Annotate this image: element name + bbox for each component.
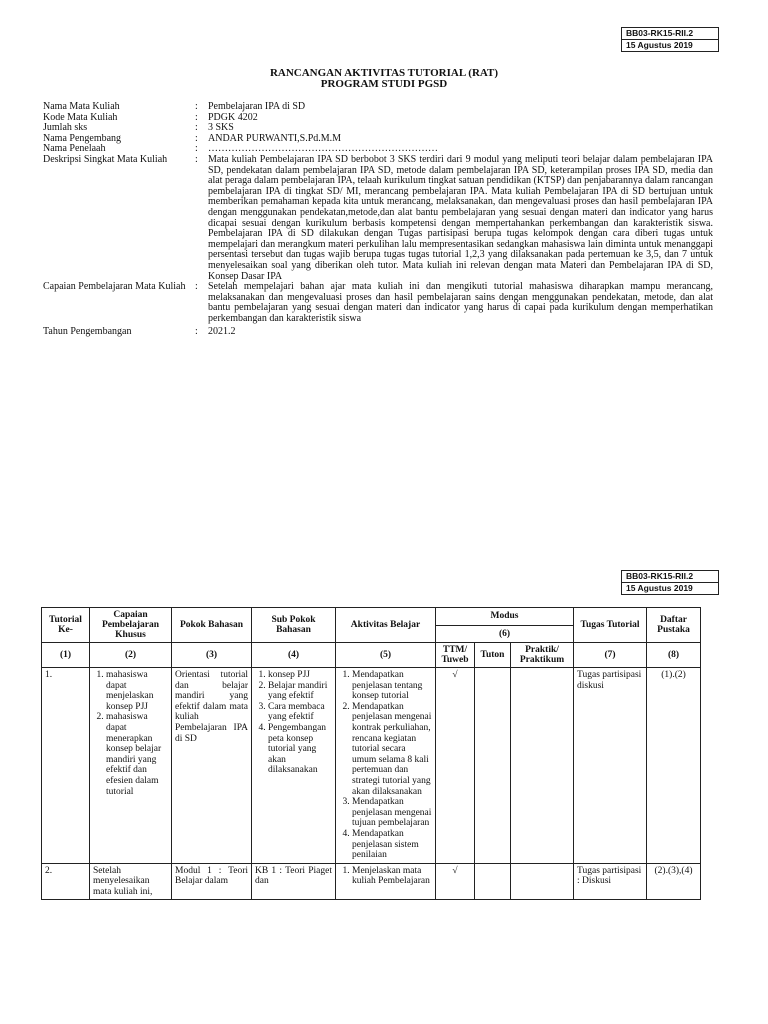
- list-item: 1. Menjelaskan mata kuliah Pembelajaran: [352, 866, 432, 887]
- tutorial-activity-table: [41, 607, 701, 900]
- col-number: (5): [336, 643, 436, 668]
- table-row: [42, 668, 701, 864]
- header-pokok-bahasan: Pokok Bahasan: [172, 608, 252, 643]
- info-row-deskripsi: [43, 155, 713, 282]
- info-label: Tahun Pengembangan: [43, 326, 132, 338]
- document-title: RANCANGAN AKTIVITAS TUTORIAL (RAT): [269, 67, 499, 79]
- cell-tugas: Tugas partisipasi diskusi: [574, 668, 647, 864]
- cell-pustaka: (1).(2): [647, 668, 701, 864]
- info-row-tahun: [43, 327, 713, 338]
- cell-ttm-check: √: [436, 668, 475, 864]
- header-praktik: Praktik/ Praktikum: [511, 643, 574, 668]
- header-modus-number: (6): [436, 625, 574, 643]
- header-tutorial: Tutorial Ke-: [42, 608, 90, 643]
- info-label: Deskripsi Singkat Mata Kuliah: [43, 153, 168, 165]
- document-code-box: [621, 27, 719, 52]
- cell-capaian: [90, 668, 172, 864]
- list-item: 3. Cara membaca yang efektif: [268, 702, 332, 723]
- document-subtitle: PROGRAM STUDI PGSD: [320, 78, 448, 90]
- info-label: Kode Mata Kuliah: [43, 111, 118, 123]
- info-label: Nama Penelaah: [43, 143, 106, 155]
- col-number: (2): [90, 643, 172, 668]
- cell-tuton: [475, 863, 511, 900]
- list-item: 4. Mendapatkan penjelasan sistem penilaian: [352, 829, 432, 861]
- document-date: 15 Agustus 2019: [622, 39, 718, 51]
- info-value: PDGK 4202: [208, 111, 258, 123]
- header-capaian: Capaian Pembelajaran Khusus: [90, 608, 172, 643]
- info-colon: :: [195, 122, 198, 134]
- cell-tutorial-no: 1.: [42, 668, 90, 864]
- info-colon: :: [195, 326, 198, 338]
- list-item: 1. konsep PJJ: [268, 670, 332, 681]
- info-row-kode: [43, 113, 713, 124]
- col-number: (3): [172, 643, 252, 668]
- cell-aktivitas: [336, 863, 436, 900]
- info-value: Setelah mempelajari bahan ajar mata kuliah ini dan mengikuti tutorial mahasiswa diharapkan mampu merancang, melaksanakan dan mengevaluasi proses dan hasil pembelajaran sains dengan menggunakan pendekatan, metode, dan alat bantu pembelajaran yang sesuai dengan materi dan indicator yang harus di capai pada kurikulum dengan memperhatikan perkembangan dan karakteristik siswa: [208, 281, 713, 324]
- document-code: BB03-RK15-RII.2: [626, 571, 694, 581]
- header-aktivitas: Aktivitas Belajar: [336, 608, 436, 643]
- info-value: 2021.2: [208, 326, 236, 338]
- cell-pokok-bahasan: Modul 1 : Teori Belajar dalam: [172, 863, 252, 900]
- cell-sub-pokok: [252, 668, 336, 864]
- cell-tutorial-no: 2.: [42, 863, 90, 900]
- info-colon: :: [195, 111, 198, 123]
- header-tuton: Tuton: [475, 643, 511, 668]
- info-row-capaian: [43, 282, 713, 324]
- info-value: 3 SKS: [208, 122, 234, 134]
- cell-pustaka: (2).(3),(4): [647, 863, 701, 900]
- list-item: 2. Belajar mandiri yang efektif: [268, 681, 332, 702]
- table-row: [42, 863, 701, 900]
- cell-capaian: Setelah menyelesaikan mata kuliah ini,: [90, 863, 172, 900]
- info-value: Pembelajaran IPA di SD: [208, 101, 306, 112]
- header-ttm: TTM/ Tuweb: [436, 643, 475, 668]
- header-sub-pokok-bahasan: Sub Pokok Bahasan: [252, 608, 336, 643]
- info-colon: :: [195, 101, 198, 112]
- cell-tuton: [475, 668, 511, 864]
- cell-pokok-bahasan: Orientasi tutorial dan belajar mandiri yang efektif dalam mata kuliah Pembelajaran IPA di SD: [172, 668, 252, 864]
- info-label: Nama Pengembang: [43, 132, 122, 144]
- header-modus: Modus: [436, 608, 574, 626]
- cell-ttm-check: √: [436, 863, 475, 900]
- info-value: Mata kuliah Pembelajaran IPA SD berbobot 3 SKS terdiri dari 9 modul yang meliputi teori belajar dalam pembelajaran IPA SD, pendekatan dalam pembelajaran IPA SD, metode dalam pembelajaran IPA SD, keterampilan proses IPA SD, media dan alat peraga dalam pembelajaran IPA, telaah kurikulum tingkat satuan pendidikan (KTSP) dan penjabarannya dalam rancangan pembelajaran IPA di tingkat SD/ MI, merancang pembelajaran IPA. Mata kuliah Pembelajaran IPA di SD bertujuan untuk memberikan pemahaman kepada kita untuk merancang, melaksanakan, dan mengevaluasi proses dan hasil pembelajaran IPA dengan menggunakan pendekatan,metode,dan alat bantu pembelajaran yang sesuai dengan materi dan indicator yang harus dicapai sesuai dengan kurikulum berbasis kompetensi dengan mempertahankan perkembangan dan karakteristik siswa. Pembelajaran IPA di SD dilakukan dengan Tugas partisipasi berupa tugas kelompok dengan cara diberi tugas untuk mempelajari dan merangkum materi perkulihan lalu mempresentasikan sedangkan mahasiswa lain diminta untuk menanggapi persentasi tersebut dan tugas wajib berupa tugas tugas tutorial 1,2,3 yang dilaksanakan pada pertemuan ke 3,5, dan 7 untuk menyelesaikan soal yang diberikan oleh tutor. Mata kuliah ini relevan dengan mata Materi dan Pembelajaran IPA di SD, Konsep Dasar IPA: [208, 153, 713, 282]
- info-value: ……………………………………………………………: [208, 143, 438, 155]
- col-number: (8): [647, 643, 701, 668]
- document-code: BB03-RK15-RII.2: [626, 28, 694, 38]
- info-colon: :: [195, 143, 198, 155]
- info-value: ANDAR PURWANTI,S.Pd.M.M: [208, 132, 342, 144]
- info-row-sks: [43, 123, 713, 134]
- cell-praktik: [511, 863, 574, 900]
- info-label: Nama Mata Kuliah: [43, 101, 120, 112]
- list-item: 1. mahasiswa dapat menjelaskan konsep PJJ: [106, 670, 168, 712]
- col-number: (7): [574, 643, 647, 668]
- header-pustaka: Daftar Pustaka: [647, 608, 701, 643]
- list-item: 2. mahasiswa dapat menerapkan konsep belajar mandiri yang efektif dan efesien dalam tutorial: [106, 712, 168, 797]
- info-row-nama: [43, 102, 713, 113]
- list-item: 1. Mendapatkan penjelasan tentang konsep tutorial: [352, 670, 432, 702]
- info-label: Jumlah sks: [43, 122, 88, 134]
- header-tugas: Tugas Tutorial: [574, 608, 647, 643]
- cell-praktik: [511, 668, 574, 864]
- cell-tugas: Tugas partisipasi : Diskusi: [574, 863, 647, 900]
- info-colon: :: [195, 153, 198, 165]
- document-code-box-2: [621, 570, 719, 595]
- course-info: [43, 102, 713, 338]
- document-date: 15 Agustus 2019: [622, 582, 718, 594]
- list-item: 2. Mendapatkan penjelasan mengenai kontrak perkuliahan, rencana kegiatan tutorial secara umum selama 8 kali pertemuan dan strategi tutorial yang akan dilaksanakan: [352, 702, 432, 797]
- col-number: (1): [42, 643, 90, 668]
- cell-aktivitas: [336, 668, 436, 864]
- info-colon: :: [195, 132, 198, 144]
- col-number: (4): [252, 643, 336, 668]
- cell-sub-pokok: KB 1 : Teori Piaget dan: [252, 863, 336, 900]
- list-item: 3. Mendapatkan penjelasan mengenai tujuan pembelajaran: [352, 797, 432, 829]
- list-item: 4. Pengembangan peta konsep tutorial yang akan dilaksanakan: [268, 723, 332, 776]
- info-colon: :: [195, 281, 198, 293]
- info-label: Capaian Pembelajaran Mata Kuliah: [43, 281, 186, 293]
